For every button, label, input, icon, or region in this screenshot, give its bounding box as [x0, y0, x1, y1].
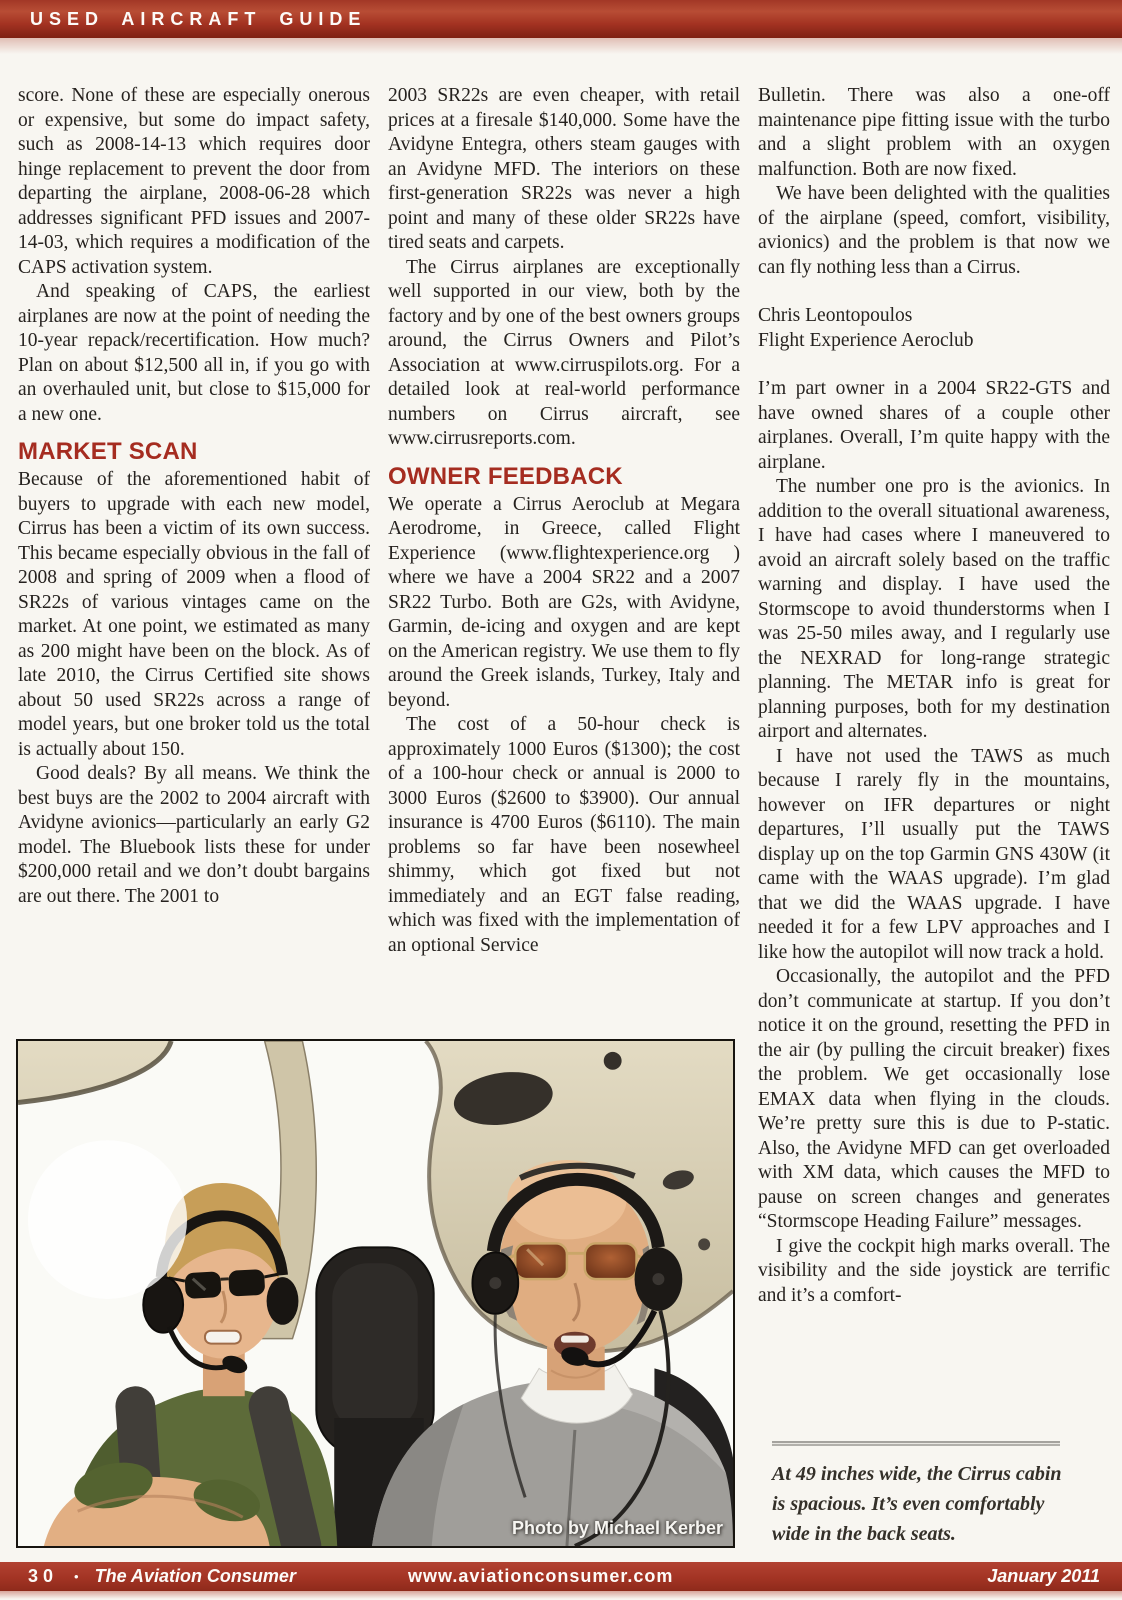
smile: [205, 1331, 241, 1344]
paragraph: Occasionally, the autopilot and the PFD don’t communicate at startup. If you don’t notice it on the ground, resetting the PFD in the air (by pulling the circuit breaker) fixes the problem. We get occasionally lose EMAX data when flying in the clouds. We’re pretty sure this is due to P-static. Also, the Avidyne MFD can get overloaded with XM data, which causes the MFD to pause on screen changes and generates “Stormscope Heading Failure” messages.: [758, 966, 1110, 1232]
footer-bar: [0, 1562, 1122, 1591]
paragraph: I have not used the TAWS as much because I rarely fly in the mountains, however on IFR departures or night departures, I’ll usually put the TAWS display up on the top Garmin GNS 430W (it came with the WAAS upgrade). I’m glad that we did the WAAS upgrade. I have needed it for a few LPV approaches and I like how the autopilot will now track a hold.: [758, 745, 1110, 963]
cockpit-photo: [16, 1039, 735, 1548]
footer-url: www.aviationconsumer.com: [408, 1566, 674, 1586]
paragraph: I’m part owner in a 2004 SR22-GTS and have owned shares of a couple other airplanes. Overall, I’m quite happy with the airplane.: [758, 378, 1110, 473]
paragraph: We have been delighted with the qualities of the airplane (speed, comfort, visibility, avionics) and the problem is that now we can fly nothing less than a Cirrus.: [758, 183, 1110, 278]
photo-caption-block: [772, 1441, 1074, 1549]
photo-caption: At 49 inches wide, the Cirrus cabin is spacious. It’s even comfortably wide in the back seats.: [772, 1463, 1062, 1545]
window-glow: [28, 1140, 187, 1299]
top-banner: [0, 0, 1122, 38]
bullet-separator-icon: •: [74, 1569, 79, 1584]
paragraph: Because of the aforementioned habit of buyers to upgrade with each new model, Cirrus has been a victim of its own success. This became especially obvious in the fall of 2008 and spring of 2009 when a flood of SR22s of various vintages came on the market. At one point, we estimated as many as 200 might have been on the block. As of late 2010, the Cirrus Certified site shows about 50 used SR22s across a range of model years, but one broker told us the total is actually about 150.: [18, 469, 370, 760]
paragraph: The Cirrus airplanes are exceptionally well supported in our view, both by the factory and by one of the best owners groups around, the Cirrus Owners and Pilot’s Association at www.cirruspilots.org. For a detailed look at real-world performance numbers on Cirrus aircraft, see www.cirrusreports.com.: [388, 256, 740, 449]
ceiling-fitting: [604, 1052, 622, 1070]
cockpit-photo-illustration: [18, 1041, 733, 1546]
paragraph: Good deals? By all means. We think the best buys are the 2002 to 2004 aircraft with Avidyne avionics—particularly an early G2 model. The Bluebook lists these for under $200,000 retail and we don’t doubt bargains are out there. The 2001 to: [18, 763, 370, 907]
section-heading-owner-feedback: OWNER FEEDBACK: [388, 462, 623, 490]
footer-left: [0, 1566, 296, 1587]
magazine-name: The Aviation Consumer: [94, 1566, 296, 1586]
signature-block: [758, 304, 1110, 353]
caption-divider: [772, 1441, 1060, 1446]
signature-name: Chris Leontopoulos: [758, 305, 913, 326]
rear-seat-cushion: [332, 1263, 418, 1432]
column-2: [388, 84, 740, 1018]
page-number: 30: [28, 1566, 59, 1586]
page-title: USED AIRCRAFT GUIDE: [30, 8, 367, 29]
paragraph: And speaking of CAPS, the earliest airplanes are now at the point of needing the 10-year repack/recertification. How much? Plan on about $12,500 all in, if you go with an overhauled unit, but close to $15,000 for a new one.: [18, 281, 370, 425]
paragraph: Bulletin. There was also a one-off maintenance pipe fitting issue with the turbo and a slight problem with an oxygen malfunction. Both are now fixed.: [758, 85, 1110, 180]
section-heading-market-scan: MARKET SCAN: [18, 438, 198, 465]
teeth: [561, 1336, 589, 1343]
issue-date: January 2011: [987, 1566, 1100, 1586]
headset-earcup: [267, 1277, 299, 1325]
banner-fade: [0, 38, 1122, 54]
ceiling-fitting: [698, 1238, 710, 1250]
paragraph: 2003 SR22s are even cheaper, with retail prices at a firesale $140,000. Some have the Avidyne Entegra, others steam gauges with an Avidyne MFD. The interiors on these first-generation SR22s was never a high point and many of these older SR22s have tired seats and carpets.: [388, 85, 740, 253]
paragraph: The number one pro is the avionics. In addition to the overall situational awareness, I have had cases where I maneuvered to avoid an aircraft solely based on the traffic warning and display. I have used the Stormscope to avoid thunderstorms when I was 25-50 miles away, and I regularly use the NEXRAD for long-range strategic planning. The METAR info is great for planning purposes, both for my destination airport and alternates.: [758, 476, 1110, 742]
paragraph: The cost of a 50-hour check is approximately 1000 Euros ($1300); the cost of a 100-hour check or annual is 2000 to 3000 Euros ($2600 to $3900). Our annual insurance is 4700 Euros ($6110). The main problems so far have been nosewheel shimmy, which got fixed but not immediately and an EGT false reading, which was fixed with the implementation of an optional Service: [388, 714, 740, 956]
paragraph: We operate a Cirrus Aeroclub at Megara Aerodrome, in Greece, called Flight Experience (www.flightexperience.org ) where we have a 2004 SR22 and a 2007 SR22 Turbo. Both are G2s, with Avidyne, Garmin, de-icing and oxygen and are kept on the American registry. We use them to fly around the Greek islands, Turkey, Italy and beyond.: [388, 493, 740, 711]
paragraph: score. None of these are especially onerous or expensive, but some do impact safety, such as 2008-14-13 which requires door hinge replacement to prevent the door from departing the airplane, 2008-06-28 which addresses significant PFD issues and 2007-14-03, which requires a modification of the CAPS activation system.: [18, 85, 370, 278]
photo-credit: Photo by Michael Kerber: [511, 1518, 723, 1538]
column-3: [758, 84, 1110, 1436]
column-1: [18, 84, 370, 1018]
paragraph: I give the cockpit high marks overall. The visibility and the side joystick are terrific and it’s a comfort-: [758, 1235, 1110, 1306]
footer-fade: [0, 1591, 1122, 1599]
signature-organization: Flight Experience Aeroclub: [758, 329, 974, 351]
